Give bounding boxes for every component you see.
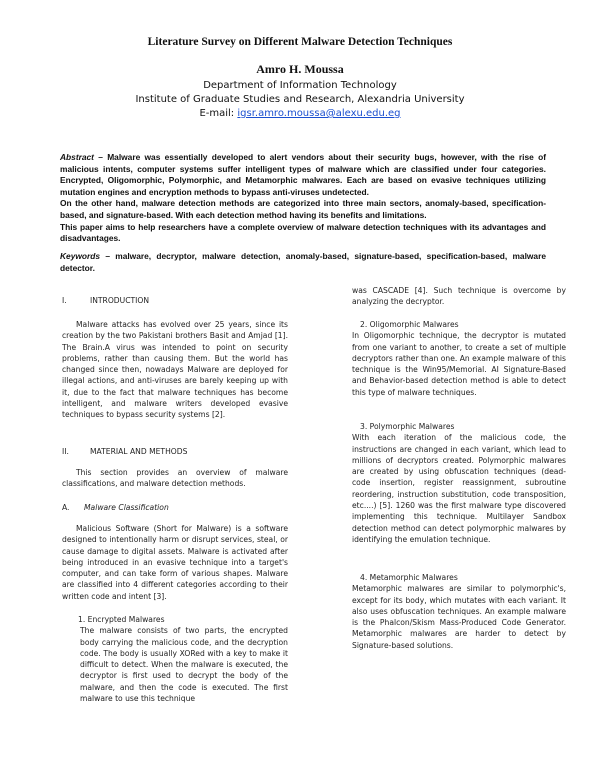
- abstract-text-1: – Malware was essentially developed to alert vendors about their security bugs, however, with the rise of malicious intents, computer systems suffer intelligent types of malware which are classified under four categories. Encrypted, Oligomorphic, Polymorphic, and Metamorphic malwares. Each are based on evasive techniques utilizing mutation engines and encryption methods to bypass anti-viruses undetected.: [60, 152, 546, 197]
- cascade-continuation: [352, 285, 566, 308]
- author-name: Amro H. Moussa: [256, 62, 344, 76]
- polymorphic-block: [352, 421, 566, 545]
- email-link[interactable]: igsr.amro.moussa@alexu.edu.eg: [237, 108, 401, 119]
- keywords-text: – malware, decryptor, malware detection, anomaly-based, signature-based, specification-based, malware detector.: [60, 251, 546, 273]
- email-label: E-mail:: [199, 108, 238, 119]
- abstract-para-1: [60, 152, 546, 198]
- encrypted-malwares-text: The malware consists of two parts, the encrypted body carrying the malicious code, and the decryption code. The body is usually XORed with a key to make it difficult to detect. When the malware is executed, the decryptor is first used to decrypt the body of the malware, and then the code is executed. The first malware to use this technique: [80, 626, 288, 704]
- section-1-title: INTRODUCTION: [90, 296, 150, 305]
- section-2-title: MATERIAL AND METHODS: [90, 447, 188, 456]
- abstract-para-2: On the other hand, malware detection methods are categorized into three main sectors, anomaly-based, specification-based, and signature-based. With each detection method having its benefits and limitations.: [60, 198, 546, 220]
- subsection-a-letter: A.: [62, 503, 70, 512]
- methods-text: This section provides an overview of malware classifications, and malware detection methods.: [62, 468, 288, 489]
- classification-paragraph: [62, 523, 288, 602]
- intro-paragraph: [62, 319, 288, 421]
- intro-text: Malware attacks has evolved over 25 years, since its creation by the two Pakistani brothers Basit and Amjad [1]. The Brain.A virus was intended to point on security problems, rather than causing them. But the world has changed since then, nowadays Malware are deployed for illegal actions, and anti-viruses are barely keeping up with it, due to the fact that malware techniques has become intelligent, and malware writers developed evasive techniques to bypass security systems [2].: [62, 320, 288, 420]
- paper-title: Literature Survey on Different Malware Detection Techniques: [147, 36, 453, 48]
- abstract: [60, 152, 546, 245]
- polymorphic-text: With each iteration of the malicious code, the instructions are changed in each variant, which lead to millions of decryptors created. Polymorphic malwares are created by using obfuscation techniques (dead-code insertion, register reassignment, subroutine reordering, instruction substitution, code transposition, etc....) [5]. 1260 was the first malware type discovered implementing this technique. Multilayer Sandbox detection method can detect polymorphic malwares by identifying the emulation technique.: [352, 433, 566, 544]
- encrypted-malwares-block: [70, 614, 288, 704]
- author-institute: Institute of Graduate Studies and Research, Alexandria University: [135, 94, 465, 105]
- cascade-text: was CASCADE [4]. Such technique is overcome by analyzing the decryptor.: [352, 286, 566, 307]
- subsection-a-title: Malware Classification: [84, 503, 169, 512]
- abstract-label: Abstract: [60, 152, 94, 162]
- polymorphic-heading: 3. Polymorphic Malwares: [360, 422, 455, 431]
- metamorphic-block: [352, 572, 566, 651]
- author-email-line: [0, 108, 600, 119]
- oligomorphic-block: [352, 319, 566, 398]
- oligomorphic-text: In Oligomorphic technique, the decryptor is mutated from one variant to another, to create a set of multiple decryptors rather than one. An example malware of this technique is the Win95/Memorial. AI Signature-Based and Behavior-based detection method is able to detect this type of malware techniques.: [352, 331, 566, 397]
- oligomorphic-heading: 2. Oligomorphic Malwares: [360, 320, 459, 329]
- classification-text: Malicious Software (Short for Malware) is a software designed to intentionally harm or disrupt services, steal, or cause damage to digital assets. Malware is activated after being introduced in an evasive technique into a target's computer, and can take form of various shapes. Malware are classified into 4 different categories according to their written code and intent [3].: [62, 524, 288, 601]
- section-1-number: I.: [62, 296, 67, 305]
- methods-paragraph: [62, 467, 288, 490]
- section-2-number: II.: [62, 447, 69, 456]
- metamorphic-heading: 4. Metamorphic Malwares: [360, 573, 458, 582]
- keywords: [60, 251, 546, 274]
- encrypted-malwares-heading: 1. Encrypted Malwares: [78, 615, 165, 624]
- abstract-para-3: This paper aims to help researchers have a complete overview of malware detection techniques with its advantages and disadvantages.: [60, 221, 546, 244]
- author-department: Department of Information Technology: [203, 80, 397, 91]
- keywords-label: Keywords: [60, 251, 101, 261]
- metamorphic-text: Metamorphic malwares are similar to polymorphic's, except for its body, which mutates with each variant. It also uses obfuscation techniques. An example malware is the Phalcon/Skism Mass-Produced Code Generator. Metamorphic malwares are harder to detect by Signature-based solutions.: [352, 584, 566, 650]
